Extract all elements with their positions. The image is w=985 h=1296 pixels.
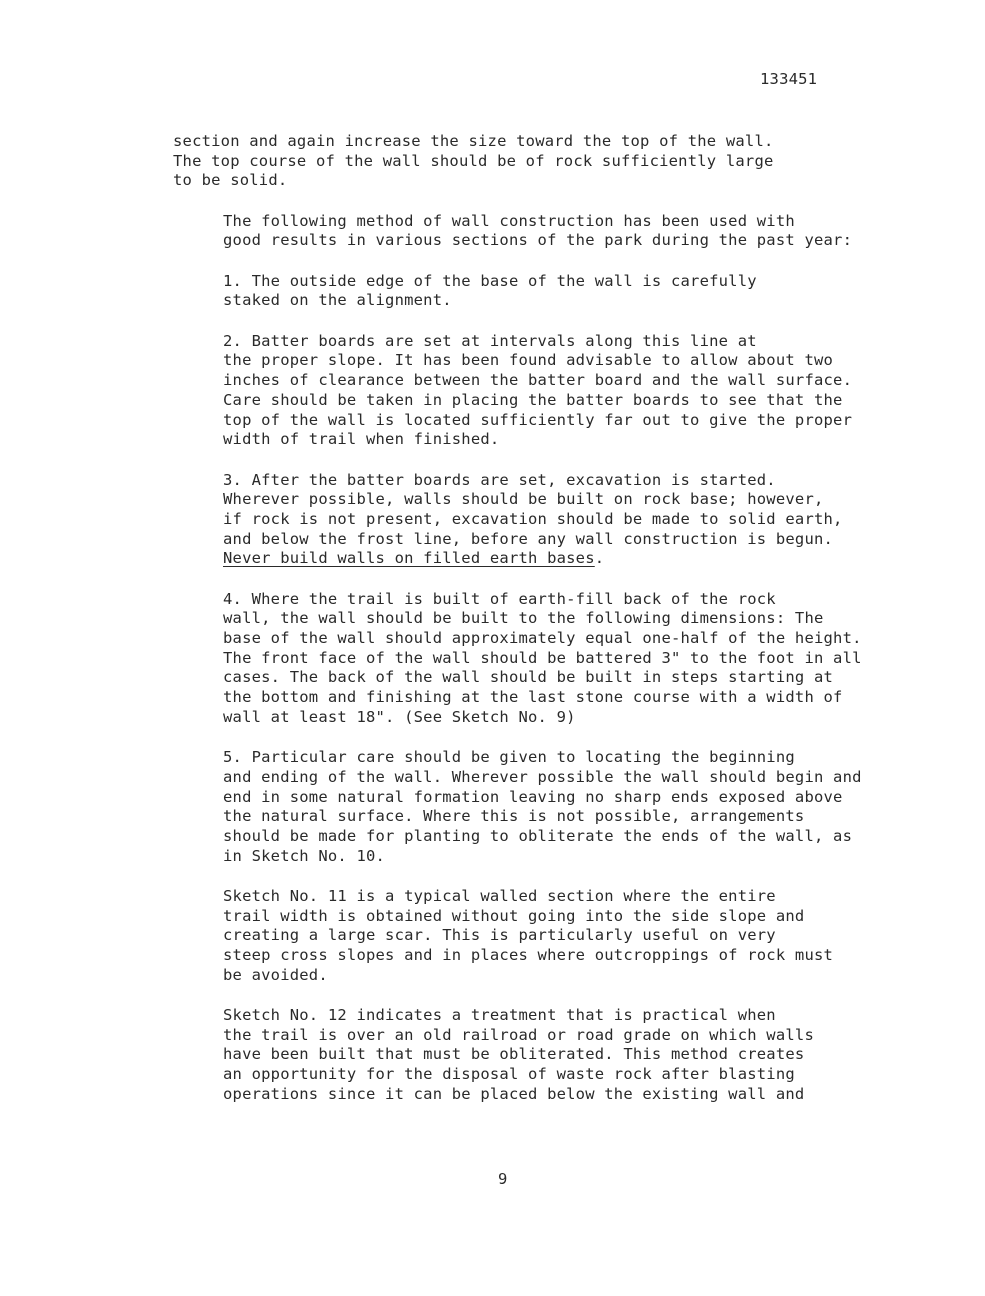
document-number: 133451 [760,70,818,88]
paragraph-method-intro: The following method of wall construction has been used with good results in various sections of the park during the past year: [223,211,853,250]
step-3-text: 3. After the batter boards are set, excavation is started. Wherever possible, walls should be built on rock base; however, if rock is not present, excavation should be made to solid earth, and below the frost line, before any wall construction is begun. [223,470,843,548]
body-text [173,132,863,1125]
underlined-warning-period: . [594,549,605,568]
paragraph-step-3 [173,471,863,570]
paragraph-continued: section and again increase the size toward the top of the wall. The top course of the wall should be of rock sufficiently large to be solid. [173,132,774,190]
paragraph-step-4: 4. Where the trail is built of earth-fill back of the rock wall, the wall should be built to the following dimensions: The base of the wall should approximately equal one-half of the height. The front face of the wall should be battered 3" to the foot in all cases. The back of the wall should be built in steps starting at the bottom and finishing at the last stone course with a width of wall at least 18". (See Sketch No. 9) [223,589,862,726]
paragraph-sketch-11: Sketch No. 11 is a typical walled section where the entire trail width is obtained without going into the side slope and creating a large scar. This is particularly useful on very steep cross slopes and in places where outcroppings of rock must be avoided. [223,886,834,984]
paragraph-step-2: 2. Batter boards are set at intervals along this line at the proper slope. It has been found advisable to allow about two inches of clearance between the batter board and the wall surface. Care should be taken in placing the batter boards to see that the top of the wall is located sufficiently far out to give the proper width of trail when finished. [223,331,853,449]
paragraph-step-1: 1. The outside edge of the base of the wall is carefully staked on the alignment. [223,271,757,310]
paragraph-step-5: 5. Particular care should be given to locating the beginning and ending of the wall. Wherever possible the wall should begin and end in some natural formation leaving no sharp ends exposed above the natural surface. Where this is not possible, arrangements should be made for planting to obliterate the ends of the wall, as in Sketch No. 10. [223,748,862,865]
underlined-warning: Never build walls on filled earth bases [223,549,595,568]
paragraph-sketch-12: Sketch No. 12 indicates a treatment that is practical when the trail is over an old railroad or road grade on which walls have been built that must be obliterated. This method creates an opportunity for the disposal of waste rock after blasting operations since it can be placed below the existing wall and [223,1006,814,1103]
page-number: 9 [498,1170,508,1188]
